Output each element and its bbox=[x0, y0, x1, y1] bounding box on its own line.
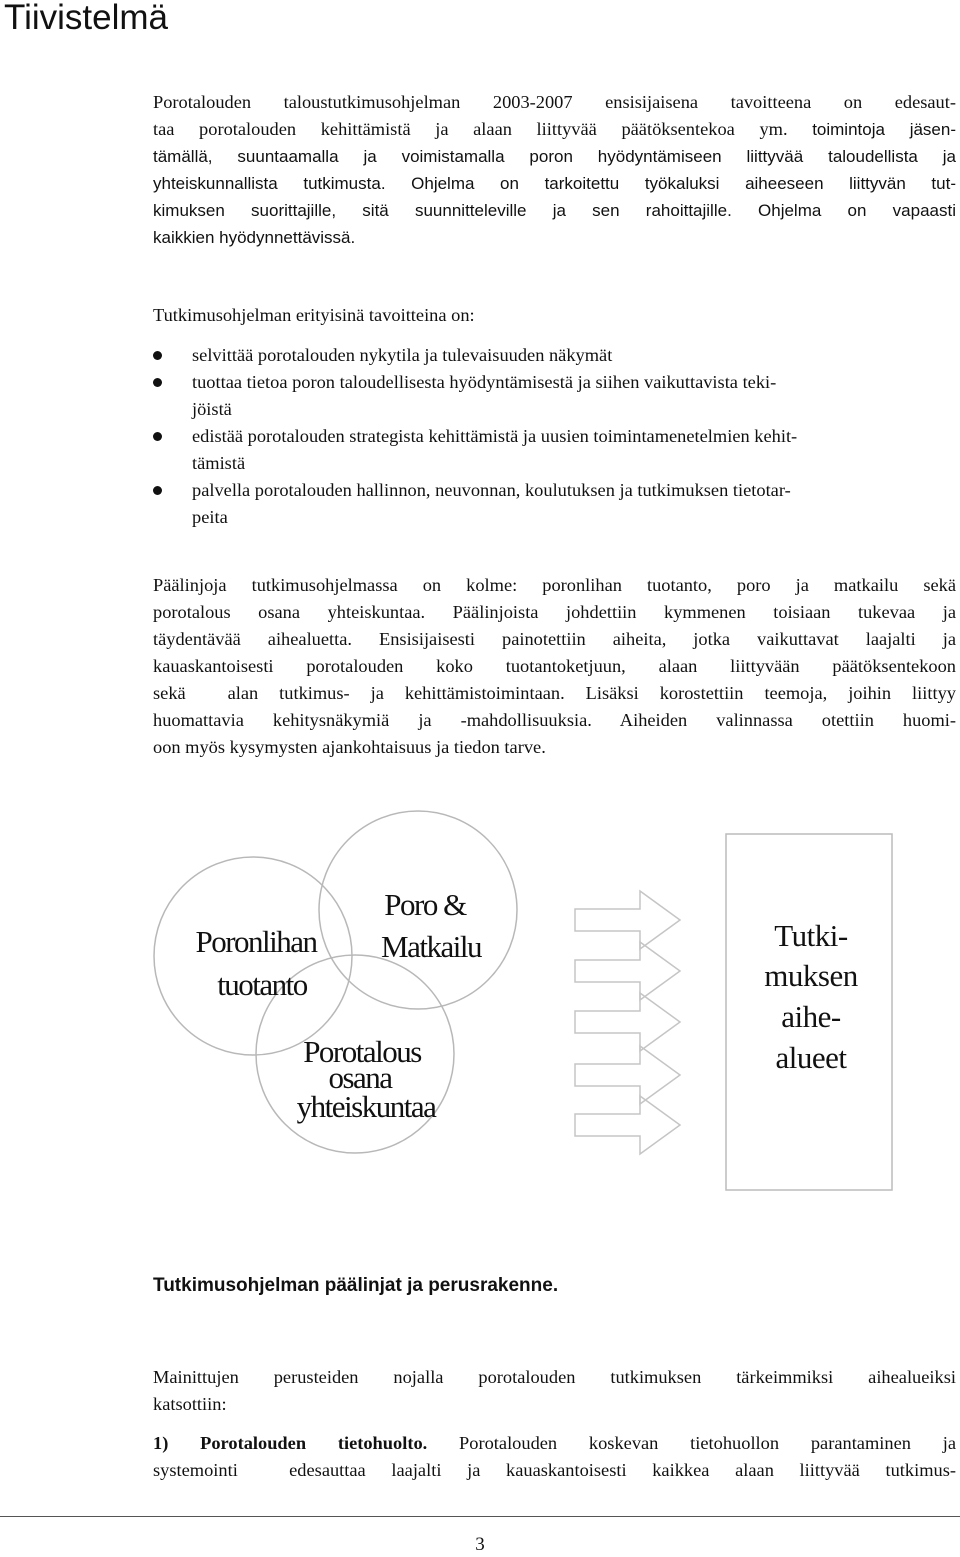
goals-list bbox=[153, 342, 956, 531]
box-label: Tutki- bbox=[774, 918, 848, 953]
arrow-right-icon bbox=[575, 1096, 680, 1154]
arrow-right-icon bbox=[575, 891, 680, 949]
circle-label: Poronlihan bbox=[195, 924, 317, 959]
structure-diagram bbox=[0, 800, 960, 1220]
paragraph-line: Mainittujen perusteiden nojalla porotalouden tutkimuksen tärkeimmiksi aihealueiksi bbox=[153, 1367, 956, 1387]
paragraph-line: huomattavia kehitysnäkymiä ja -mahdollisuuksia. Aiheiden valinnassa otettiin huomi- bbox=[153, 710, 956, 730]
intro-line: Porotalouden taloustutkimusohjelman 2003-2007 ensisijaisena tavoitteena on edesaut- bbox=[153, 92, 956, 112]
circle-label: Matkailu bbox=[381, 929, 481, 964]
list-item bbox=[153, 477, 956, 531]
intro-line: kaikkien hyödynnettävissä. bbox=[153, 228, 356, 247]
paragraph-line: sekä alan tutkimus- ja kehittämistoimintaan. Lisäksi korostettiin teemoja, joihin liittyy bbox=[153, 683, 956, 703]
paragraph-line: Päälinjoja tutkimusohjelmassa on kolme: poronlihan tuotanto, poro ja matkailu sekä bbox=[153, 575, 956, 595]
intro-paragraph bbox=[153, 89, 956, 251]
paragraph-line: oon myös kysymysten ajankohtaisuus ja tiedon tarve. bbox=[153, 737, 546, 757]
circle-label: Poro & bbox=[384, 887, 466, 922]
arrow-right-icon bbox=[575, 942, 680, 1000]
arrow-group bbox=[575, 891, 680, 1154]
conclusion-paragraph bbox=[153, 1364, 956, 1418]
list-item-text: edistää porotalouden strategista kehittämistä ja uusien toimintamenetelmien kehit- bbox=[192, 426, 798, 446]
paragraph-line: systemointi edesauttaa laajalti ja kauaskantoisesti kaikkea alaan liittyvää tutkimus- bbox=[153, 1460, 956, 1480]
list-item bbox=[153, 369, 956, 423]
box-label: alueet bbox=[775, 1040, 847, 1075]
mainlines-paragraph bbox=[153, 572, 956, 761]
circle-label: Porotalous bbox=[303, 1034, 421, 1069]
list-item-text: jöistä bbox=[192, 399, 232, 419]
list-item-text: tuottaa tietoa poron taloudellisesta hyödyntämisestä ja siihen vaikuttavista teki- bbox=[192, 372, 777, 392]
topic-heading: 1) Porotalouden tietohuolto. bbox=[153, 1433, 428, 1453]
goals-lead: Tutkimusohjelman erityisinä tavoitteina on: bbox=[153, 305, 475, 325]
box-label: muksen bbox=[764, 958, 858, 993]
figure-caption: Tutkimusohjelman päälinjat ja perusrakenne. bbox=[153, 1275, 559, 1296]
box-label: aihe- bbox=[781, 999, 841, 1034]
bullet-icon bbox=[153, 351, 162, 360]
circle-label: osana bbox=[328, 1060, 392, 1095]
circle-label: yhteiskuntaa bbox=[296, 1089, 436, 1124]
circle-label: tuotanto bbox=[217, 967, 307, 1002]
intro-line-sans: toimintoja jäsen- bbox=[812, 120, 956, 139]
bullet-icon bbox=[153, 486, 162, 495]
list-item-text: tämistä bbox=[192, 453, 246, 473]
paragraph-line: katsottiin: bbox=[153, 1394, 227, 1414]
list-item-text: peita bbox=[192, 507, 228, 527]
list-item bbox=[153, 423, 956, 477]
list-item-text: selvittää porotalouden nykytila ja tulevaisuuden näkymät bbox=[192, 345, 613, 365]
topic-text: Porotalouden koskevan tietohuollon parantaminen ja bbox=[427, 1433, 957, 1453]
intro-line bbox=[153, 116, 956, 143]
bullet-icon bbox=[153, 432, 162, 441]
paragraph-line: kauaskantoisesti porotalouden koko tuotantoketjuun, alaan liittyvään päätöksentekoon bbox=[153, 656, 956, 676]
intro-line-serif: taa porotalouden kehittämistä ja alaan liittyvää päätöksentekoa ym. bbox=[153, 119, 788, 139]
topic-item-1 bbox=[153, 1430, 956, 1484]
intro-line: yhteiskunnallista tutkimusta. Ohjelma on tarkoitettu työkaluksi aiheeseen liittyvän tut- bbox=[153, 174, 956, 193]
intro-line: kimuksen suorittajille, sitä suunnitteleville ja sen rahoittajille. Ohjelma on vapaasti bbox=[153, 201, 956, 220]
intro-line: tämällä, suuntaamalla ja voimistamalla poron hyödyntämiseen liittyvää taloudellista ja bbox=[153, 147, 956, 166]
paragraph-line: porotalous osana yhteiskuntaa. Päälinjoista johdettiin kymmenen toisiaan tukevaa ja bbox=[153, 602, 956, 622]
page-number: 3 bbox=[475, 1534, 485, 1555]
list-item bbox=[153, 342, 956, 369]
bullet-icon bbox=[153, 378, 162, 387]
page-title: Tiivistelmä bbox=[4, 0, 168, 37]
paragraph-line: täydentävää aihealuetta. Ensisijaisesti painotettiin aiheita, jotka vaikuttavat laajalti ja bbox=[153, 629, 956, 649]
arrow-right-icon bbox=[575, 993, 680, 1051]
paragraph-line bbox=[153, 1430, 956, 1457]
footer-divider bbox=[0, 1516, 960, 1517]
arrow-right-icon bbox=[575, 1046, 680, 1104]
list-item-text: palvella porotalouden hallinnon, neuvonnan, koulutuksen ja tutkimuksen tietotar- bbox=[192, 480, 791, 500]
